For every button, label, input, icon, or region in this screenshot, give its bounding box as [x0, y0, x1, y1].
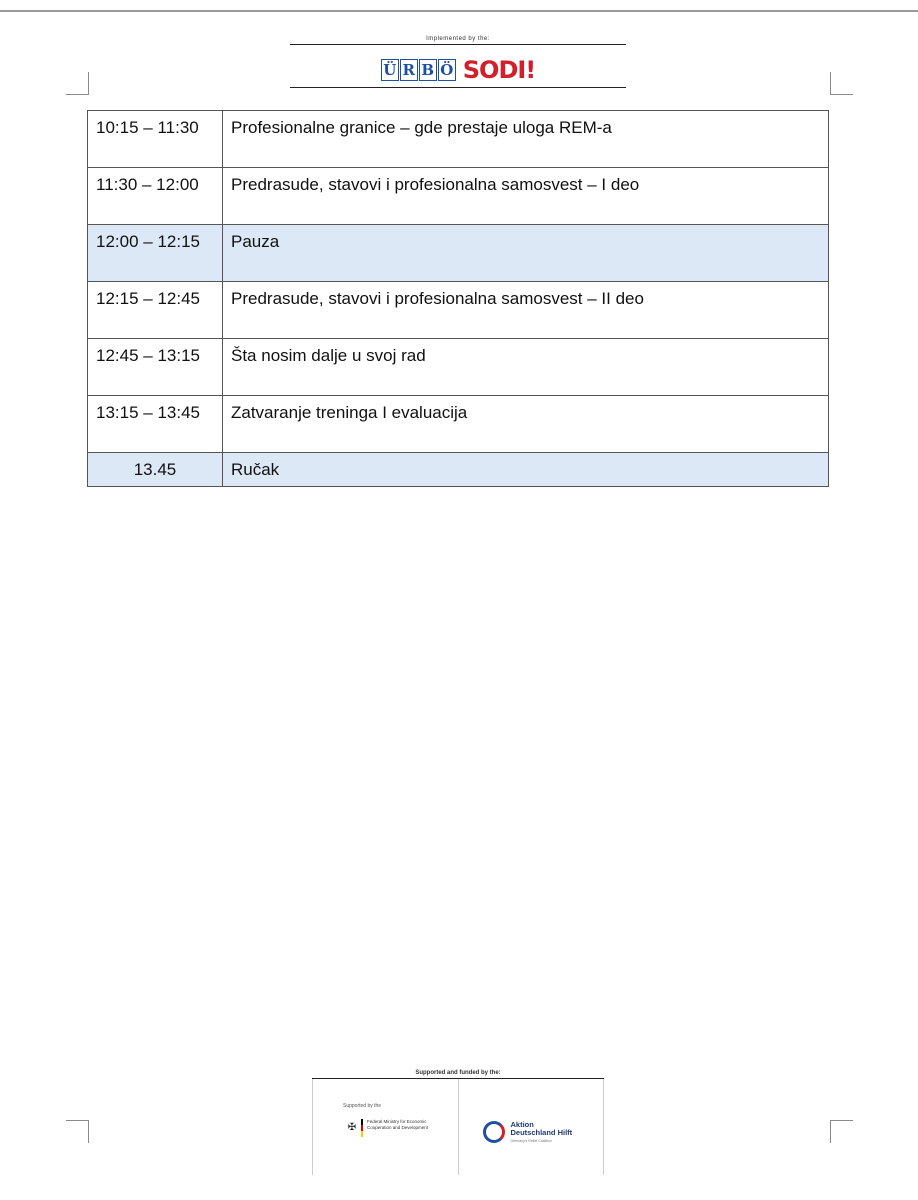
eagle-icon: ✠: [347, 1122, 357, 1133]
adh-logo-box: [459, 1079, 605, 1175]
crop-mark-bottom-left: [66, 1120, 89, 1143]
adh-name-line-1: Aktion: [510, 1120, 534, 1129]
page-footer: [312, 1070, 604, 1175]
agenda-time-cell: 12:00 – 12:15: [88, 225, 223, 282]
implemented-by-label: Implemented by the:: [290, 36, 626, 45]
page-top-border: [0, 10, 918, 12]
agenda-row: [88, 168, 829, 225]
sodi-logo-text: SODI!: [462, 56, 536, 84]
agenda-topic-cell: Ručak: [223, 453, 829, 487]
page-header: [290, 36, 626, 88]
logo-letter: B: [419, 59, 437, 81]
adh-name: [511, 1121, 573, 1137]
adh-name-line-2: Deutschland Hilft: [510, 1128, 573, 1137]
agenda-row: [88, 453, 829, 487]
crop-mark-top-left: [66, 72, 89, 95]
agenda-row: [88, 111, 829, 168]
agenda-time-cell: 13.45: [88, 453, 223, 487]
agenda-topic-cell: Profesionalne granice – gde prestaje uloga REM-a: [223, 111, 829, 168]
agenda-row: [88, 396, 829, 453]
agenda-row: [88, 282, 829, 339]
urbo-sodi-logo: [290, 55, 626, 88]
crop-mark-top-right: [830, 72, 853, 95]
bmz-logo-box: [312, 1079, 459, 1175]
agenda-time-cell: 12:45 – 13:15: [88, 339, 223, 396]
agenda-time-cell: 13:15 – 13:45: [88, 396, 223, 453]
agenda-topic-cell: Predrasude, stavovi i profesionalna samosvest – II deo: [223, 282, 829, 339]
adh-subtitle: Germany's Relief Coalition: [510, 1139, 552, 1143]
agenda-topic-cell: Predrasude, stavovi i profesionalna samosvest – I deo: [223, 168, 829, 225]
agenda-row: [88, 339, 829, 396]
logo-letter: Ü: [381, 59, 399, 81]
bmz-ministry-name: Federal Ministry for Economic Cooperation and Development: [367, 1119, 429, 1130]
supported-funded-label: Supported and funded by the:: [312, 1070, 604, 1079]
agenda-row: [88, 225, 829, 282]
crop-mark-bottom-right: [830, 1120, 853, 1143]
adh-logo-icon: [483, 1121, 505, 1143]
agenda-table: [87, 110, 829, 487]
logo-letter: Ö: [438, 59, 456, 81]
bmz-supported-label: Supported by the: [343, 1103, 382, 1109]
agenda-time-cell: 12:15 – 12:45: [88, 282, 223, 339]
agenda-topic-cell: Zatvaranje treninga I evaluacija: [223, 396, 829, 453]
german-flag-bar: [361, 1119, 363, 1137]
logo-letter: R: [400, 59, 418, 81]
agenda-time-cell: 11:30 – 12:00: [88, 168, 223, 225]
urbo-logo-letters: [381, 59, 457, 81]
agenda-topic-cell: Šta nosim dalje u svoj rad: [223, 339, 829, 396]
agenda-time-cell: 10:15 – 11:30: [88, 111, 223, 168]
agenda-topic-cell: Pauza: [223, 225, 829, 282]
